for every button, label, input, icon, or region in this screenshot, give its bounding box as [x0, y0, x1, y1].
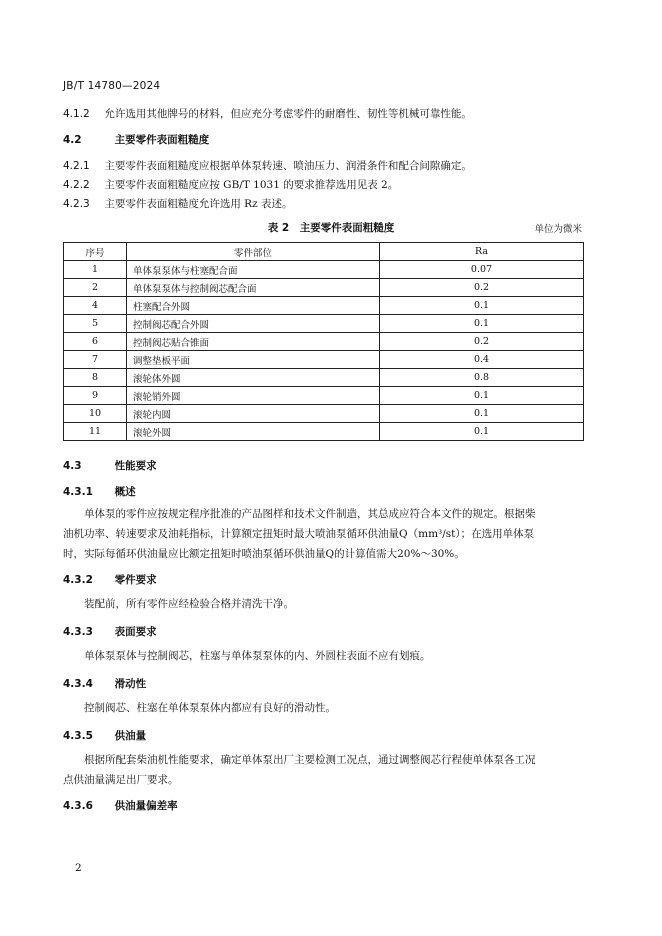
page-number: 2	[75, 862, 82, 874]
table-caption: 表 2 主要零件表面粗糙度	[267, 222, 395, 234]
cell-part: 单体泵泵体与控制阀芯配合面	[127, 279, 380, 297]
table-row	[64, 351, 584, 369]
section-number: 4.3	[63, 460, 82, 472]
table-row	[64, 315, 584, 333]
clause-4-2-2	[63, 177, 398, 192]
clause-4-3-2-heading	[63, 572, 157, 587]
clause-text: 主要零件表面粗糙度允许选用 Rz 表述。	[104, 198, 293, 210]
table-unit: 单位为微米	[534, 224, 582, 235]
clause-4-1-2	[63, 106, 472, 121]
body-line: 点供油量满足出厂要求。	[63, 774, 179, 786]
cell-ra: 0.4	[380, 351, 584, 369]
clause-4-3-6-heading	[63, 798, 178, 813]
clause-text: 主要零件表面粗糙度应按 GB/T 1031 的要求推荐选用见表 2。	[104, 179, 399, 191]
clause-number: 4.3.3	[63, 626, 93, 638]
clause-number: 4.3.6	[63, 800, 93, 812]
cell-no: 5	[64, 315, 127, 333]
clause-4-3-3-body: 单体泵泵体与控制阀芯，柱塞与单体泵泵体的内、外圆柱表面不应有划痕。	[84, 650, 431, 662]
body-line: 根据所配套柴油机性能要求，确定单体泵出厂主要检测工况点，通过调整阀芯行程使单体泵各工况	[84, 754, 536, 766]
table-header-row	[64, 243, 584, 261]
cell-ra: 0.07	[380, 261, 584, 279]
cell-part: 柱塞配合外圆	[127, 297, 380, 315]
cell-no: 10	[64, 405, 127, 423]
body-line: 油机功率、转速要求及油耗指标，计算额定扭矩时最大喷油泵循环供油量Q（mm³/st）；在选用单体泵	[63, 528, 535, 540]
clause-4-3-5-heading	[63, 728, 146, 743]
table-row	[64, 333, 584, 351]
table-row	[64, 279, 584, 297]
cell-ra: 0.1	[380, 423, 584, 441]
clause-text: 允许选用其他牌号的材料，但应充分考虑零件的耐磨性、韧性等机械可靠性能。	[104, 108, 472, 120]
cell-no: 1	[64, 261, 127, 279]
clause-number: 4.3.2	[63, 574, 93, 586]
section-number: 4.2	[63, 134, 82, 146]
clause-number: 4.2.3	[63, 198, 90, 210]
cell-ra: 0.2	[380, 279, 584, 297]
clause-4-3-5-body	[63, 750, 603, 790]
body-line: 单体泵的零件应按规定程序批准的产品图样和技术文件制造，其总成应符合本文件的规定。根据柴	[84, 508, 536, 520]
clause-4-3-4-heading	[63, 676, 146, 691]
clause-number: 4.2.2	[63, 179, 90, 191]
table-row	[64, 369, 584, 387]
cell-no: 8	[64, 369, 127, 387]
cell-no: 9	[64, 387, 127, 405]
cell-ra: 0.1	[380, 315, 584, 333]
cell-part: 单体泵泵体与柱塞配合面	[127, 261, 380, 279]
clause-title: 概述	[114, 486, 136, 498]
cell-ra: 0.2	[380, 333, 584, 351]
clause-text: 主要零件表面粗糙度应根据单体泵转速、喷油压力、润滑条件和配合间隙确定。	[104, 160, 472, 172]
table-row	[64, 423, 584, 441]
cell-part: 控制阀芯贴合锥面	[127, 333, 380, 351]
clause-4-3-1-heading	[63, 484, 136, 499]
clause-4-3-2-body: 装配前，所有零件应经检验合格并清洗干净。	[84, 598, 294, 610]
clause-4-3-3-heading	[63, 624, 157, 639]
section-title: 主要零件表面粗糙度	[114, 134, 210, 146]
clause-title: 零件要求	[114, 574, 157, 586]
standard-code: JB/T 14780—2024	[63, 80, 161, 92]
clause-number: 4.3.1	[63, 486, 93, 498]
section-4-3-heading	[63, 458, 157, 473]
clause-4-3-1-body	[63, 504, 603, 564]
table-row	[64, 297, 584, 315]
cell-part: 滚轮外圆	[127, 423, 380, 441]
cell-ra: 0.1	[380, 297, 584, 315]
clause-title: 供油量	[114, 730, 147, 742]
cell-ra: 0.8	[380, 369, 584, 387]
header-ra: Ra	[380, 243, 584, 261]
clause-4-3-4-body: 控制阀芯、柱塞在单体泵泵体内都应有良好的滑动性。	[84, 702, 336, 714]
table-row	[64, 387, 584, 405]
header-part: 零件部位	[127, 243, 380, 261]
clause-title: 滑动性	[114, 678, 147, 690]
cell-no: 2	[64, 279, 127, 297]
roughness-table	[63, 242, 584, 441]
cell-no: 7	[64, 351, 127, 369]
clause-number: 4.1.2	[63, 108, 90, 120]
section-4-2-heading	[63, 132, 209, 147]
clause-number: 4.2.1	[63, 160, 90, 172]
cell-part: 调整垫板平面	[127, 351, 380, 369]
clause-4-2-3	[63, 196, 292, 211]
cell-no: 11	[64, 423, 127, 441]
cell-no: 6	[64, 333, 127, 351]
cell-part: 控制阀芯配合外圆	[127, 315, 380, 333]
cell-ra: 0.1	[380, 387, 584, 405]
clause-title: 供油量偏差率	[114, 800, 178, 812]
clause-title: 表面要求	[114, 626, 157, 638]
cell-part: 滚轮体外圆	[127, 369, 380, 387]
section-title: 性能要求	[114, 460, 157, 472]
cell-ra: 0.1	[380, 405, 584, 423]
body-line: 时，实际每循环供油量应比额定扭矩时喷油泵循环供油量Q的计算值需大20%～30%。	[63, 548, 465, 560]
cell-part: 滚轮销外圆	[127, 387, 380, 405]
cell-no: 4	[64, 297, 127, 315]
clause-number: 4.3.4	[63, 678, 93, 690]
table-row	[64, 405, 584, 423]
clause-4-2-1	[63, 158, 472, 173]
table-row	[64, 261, 584, 279]
clause-number: 4.3.5	[63, 730, 93, 742]
cell-part: 滚轮内圆	[127, 405, 380, 423]
header-no: 序号	[64, 243, 127, 261]
